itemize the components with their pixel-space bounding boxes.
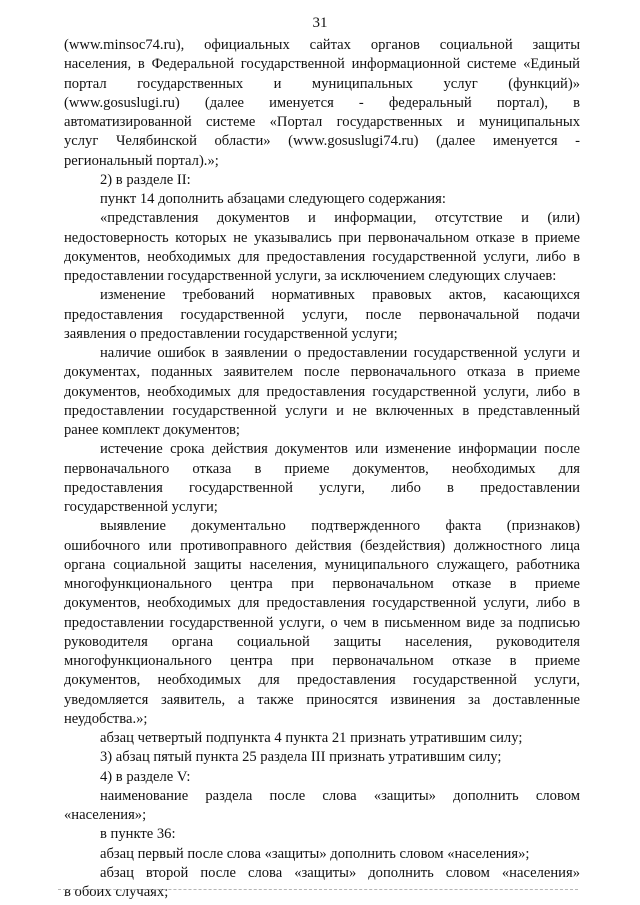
text-line: предоставлении государственной услуги, о чем в письменном виде за подписью [64, 614, 580, 631]
text-line: абзац первый после слова «защиты» дополнить словом «населения»; [100, 845, 530, 862]
text-line: органа социальной защиты населения, муниципального служащего, работника [64, 556, 580, 573]
text-line: портал государственных и муниципальных услуг (функций)» [64, 75, 580, 92]
text-line: государственной услуги; [64, 499, 218, 515]
text-line: многофункционального центра при первоначальном отказе в приеме [64, 576, 580, 592]
text-line: услуг Челябинской области» (www.gosuslugi74.ru) (далее именуется - [64, 133, 580, 150]
document-body [64, 36, 580, 902]
text-line: многофункционального центра при первоначальном отказе в приеме [64, 653, 580, 669]
text-line: документов, необходимых для предоставления государственной услуги, либо в [64, 248, 580, 265]
text-line: абзац четвертый подпункта 4 пункта 21 признать утратившим силу; [100, 730, 523, 746]
text-line: населения, в Федеральной государственной информационной системе «Единый [64, 56, 580, 73]
text-line: истечение срока действия документов или изменение информации после [100, 441, 580, 458]
text-line: изменение требований нормативных правовых актов, касающихся [100, 287, 580, 304]
text-line: предоставлении государственной услуги и не включенных в представленный [64, 402, 580, 419]
text-line: в пункте 36: [100, 826, 176, 843]
text-line: предоставления государственной услуги, либо в предоставлении [64, 479, 580, 496]
text-line: автоматизированной системе «Портал государственных и муниципальных [64, 114, 580, 130]
text-line: региональный портал).»; [64, 152, 219, 169]
text-line: пункт 14 дополнить абзацами следующего содержания: [100, 191, 446, 207]
text-line: заявления о предоставлении государственной услуги; [64, 325, 398, 342]
text-line: 4) в разделе V: [100, 768, 191, 785]
page-number: 31 [312, 15, 328, 31]
text-line: предоставления государственной услуги, после первоначальной подачи [64, 306, 580, 323]
text-line: 2) в разделе II: [100, 171, 191, 188]
text-line: руководителя органа социальной защиты населения, руководителя [64, 633, 580, 650]
text-line: наличие ошибок в заявлении о предоставлении государственной услуги и [100, 345, 580, 361]
text-line: ранее комплект документов; [64, 422, 240, 438]
text-line: ошибочного или противоправного действия (бездействия) должностного лица [64, 537, 580, 554]
text-line: 3) абзац пятый пункта 25 раздела III признать утратившим силу; [100, 749, 502, 766]
text-line: предоставлении государственной услуги, за исключением следующих случаев: [64, 268, 557, 284]
text-line: уведомляется заявитель, а также приносятся извинения за доставленные [64, 691, 580, 708]
text-line: наименование раздела после слова «защиты» дополнить словом [100, 787, 580, 804]
text-line: неудобства.»; [64, 710, 148, 727]
text-line: абзац второй после слова «защиты» дополнить словом «населения» [100, 864, 580, 881]
text-line: «населения»; [64, 807, 147, 823]
text-line: документов, необходимых для предоставления государственной услуги, либо в [64, 595, 580, 612]
text-line: документов, необходимых для предоставления государственной услуги, [64, 672, 580, 689]
text-line: (www.gosuslugi.ru) (далее именуется - федеральный портал), в [64, 94, 580, 111]
text-line: первоначального отказа в приеме документов, необходимых для [64, 460, 580, 477]
scan-bottom-edge [58, 889, 578, 891]
text-line: выявление документально подтвержденного факта (признаков) [100, 518, 580, 535]
text-line: документах, поданных заявителем после первоначального отказа в приеме [64, 364, 580, 381]
text-line: «представления документов и информации, отсутствие и (или) [100, 210, 580, 227]
text-line: в обоих случаях; [64, 884, 169, 900]
text-line: документов, необходимых для предоставления государственной услуги, либо в [64, 383, 580, 400]
text-line: недостоверность которых не указывались при первоначальном отказе в приеме [64, 229, 580, 246]
text-line: (www.minsoc74.ru), официальных сайтах органов социальной защиты [64, 37, 580, 53]
